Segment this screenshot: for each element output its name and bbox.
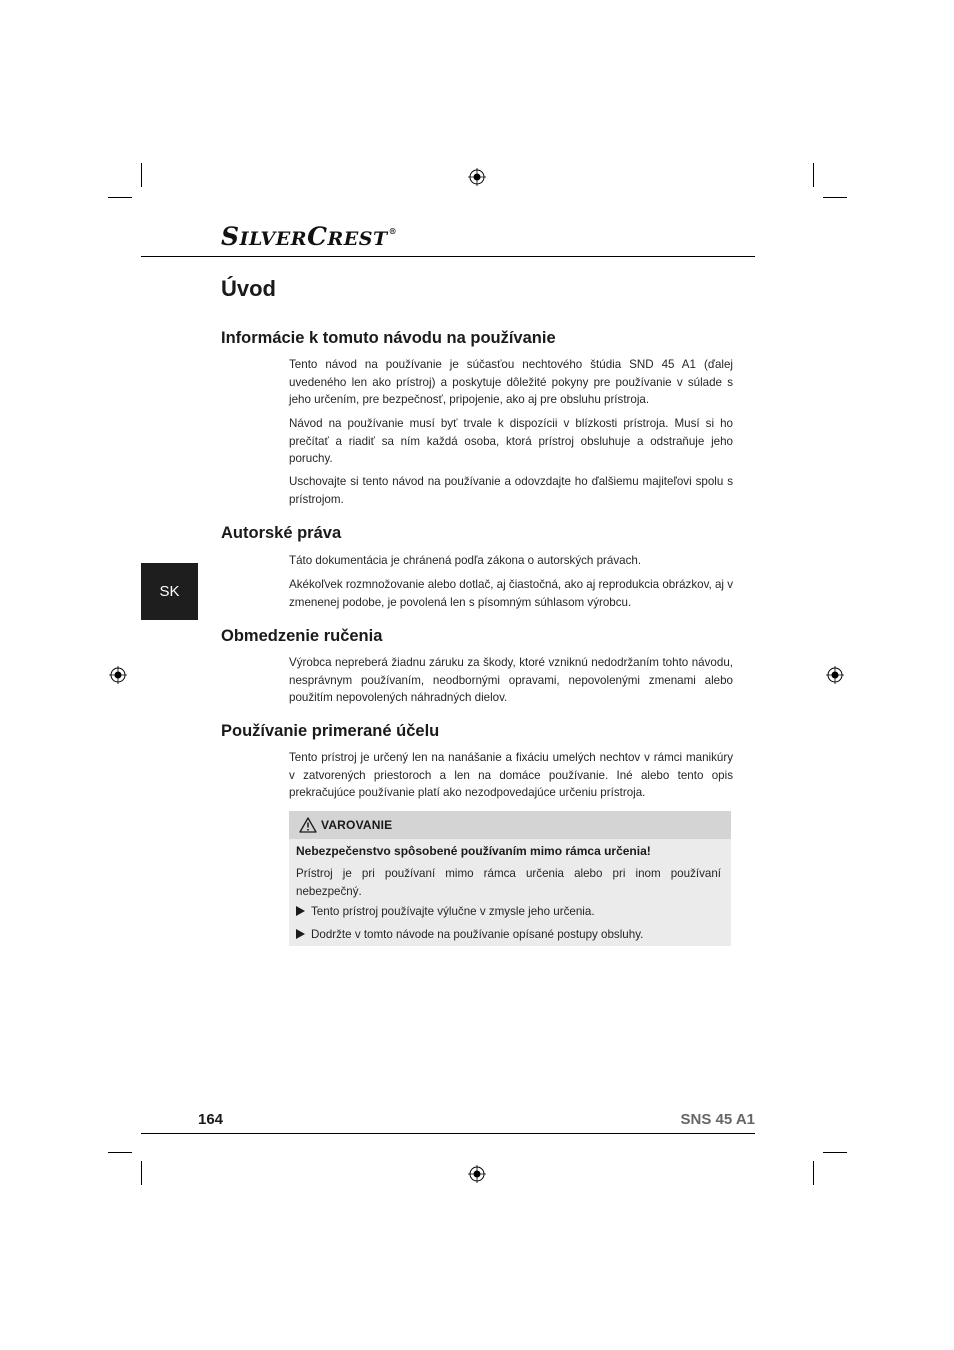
warning-bullet: Dodržte v tomto návode na používanie opísané postupy obsluhy.	[296, 928, 643, 941]
crop-mark	[141, 163, 142, 187]
header-rule	[141, 256, 755, 257]
section-heading: Informácie k tomuto návodu na používanie	[221, 329, 556, 347]
section-heading: Autorské práva	[221, 524, 342, 542]
brand-logo: SILVERCREST®	[221, 222, 398, 251]
arrow-bullet-icon	[296, 929, 305, 939]
paragraph: Táto dokumentácia je chránená podľa zákona o autorských právach.	[289, 554, 642, 567]
warning-box	[289, 811, 731, 946]
registration-mark-icon	[826, 666, 844, 684]
warning-text: Prístroj je pri používaní mimo rámca určenia alebo pri inom používaní nebezpečný.	[296, 867, 721, 898]
paragraph: Výrobca nepreberá žiadnu záruku za škody, ktoré vzniknú nedodržaním tohto návodu, nesprávnym používaním, neodbornými opravami, nepovolenými zmenami alebo použitím nepovolených náhradných dielov.	[289, 656, 733, 704]
crop-mark	[108, 1152, 132, 1153]
paragraph: Tento návod na používanie je súčasťou nechtového štúdia SND 45 A1 (ďalej uvedeného len ako prístroj) a poskytuje dôležité pokyny pre používanie v súlade s jeho určením, pre bezpečnosť, pripojenie, ako aj pre obsluhu prístroja.	[289, 358, 733, 406]
crop-mark	[813, 163, 814, 187]
warning-header	[289, 811, 731, 839]
page-number: 164	[198, 1111, 224, 1128]
paragraph: Akékoľvek rozmnožovanie alebo dotlač, aj čiastočná, ako aj reprodukcia obrázkov, aj v zmenenej podobe, je povolená len s písomným súhlasom výrobcu.	[289, 578, 733, 609]
crop-mark	[108, 197, 132, 198]
crop-mark	[823, 197, 847, 198]
crop-mark	[823, 1152, 847, 1153]
registration-mark-icon	[468, 1165, 486, 1183]
paragraph: Uschovajte si tento návod na používanie a odovzdajte ho ďalšiemu majiteľovi spolu s prístrojom.	[289, 475, 733, 506]
crop-mark	[813, 1161, 814, 1185]
warning-bullet: Tento prístroj používajte výlučne v zmysle jeho určenia.	[296, 905, 595, 918]
warning-label: VAROVANIE	[321, 818, 393, 832]
crop-mark	[141, 1161, 142, 1185]
arrow-bullet-icon	[296, 906, 305, 916]
paragraph: Návod na používanie musí byť trvale k dispozícii v blízkosti prístroja. Musí si ho prečítať a riadiť sa ním každá osoba, ktorá prístroj obsluhuje a odstraňuje jeho poruchy.	[289, 417, 733, 465]
footer-rule	[141, 1133, 755, 1134]
registration-mark-icon	[109, 666, 127, 684]
warning-subtitle: Nebezpečenstvo spôsobené používaním mimo rámca určenia!	[296, 844, 651, 858]
section-heading: Obmedzenie ručenia	[221, 627, 383, 645]
model-number: SNS 45 A1	[680, 1111, 755, 1128]
warning-triangle-icon	[299, 817, 317, 833]
section-heading: Používanie primerané účelu	[221, 722, 440, 740]
paragraph: Tento prístroj je určený len na nanášanie a fixáciu umelých nechtov v rámci manikúry v zatvorených priestoroch a len na domáce používanie. Iné alebo tento opis prekračujúce používanie platí ako nezodpovedajúce určeniu prístroja.	[289, 751, 733, 799]
page-title: Úvod	[221, 276, 276, 301]
language-tab: SK	[141, 563, 198, 620]
registration-mark-icon	[468, 168, 486, 186]
